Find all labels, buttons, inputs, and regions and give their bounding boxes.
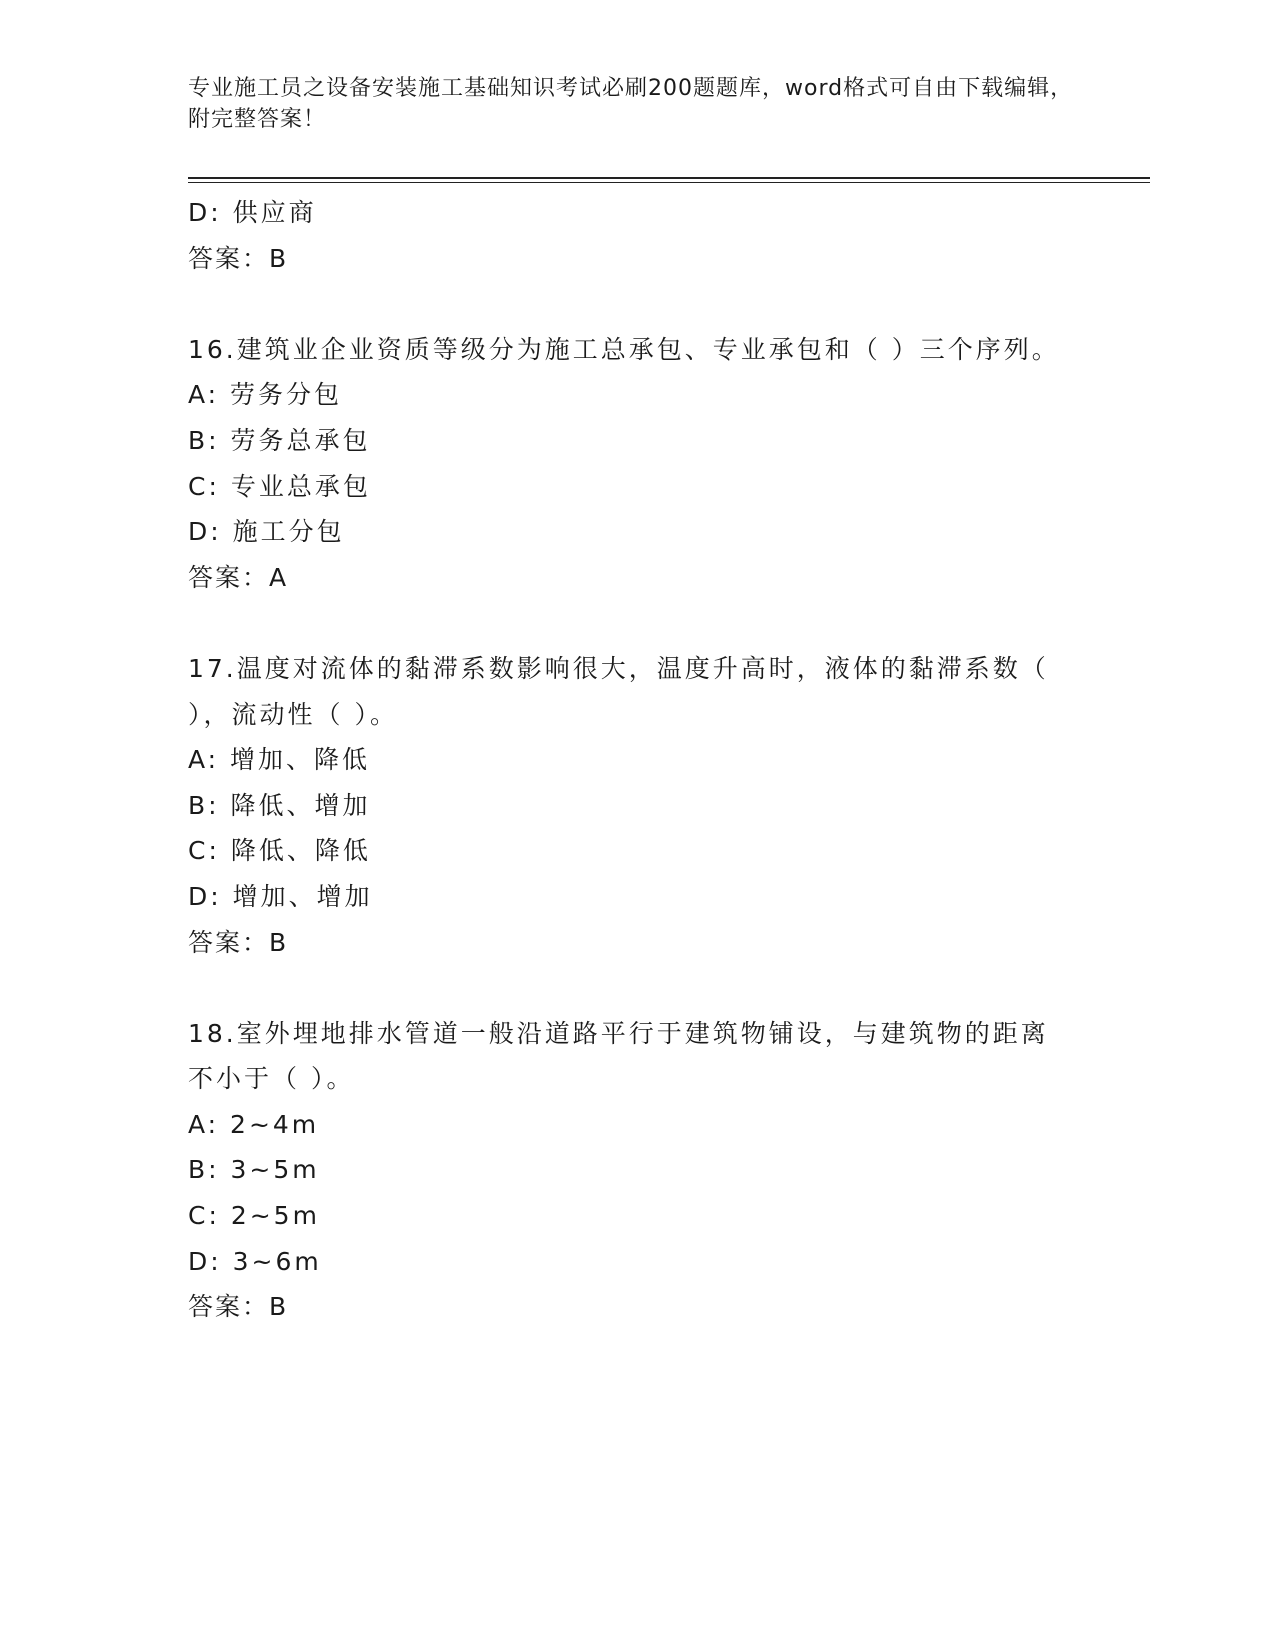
- question-text: 17.温度对流体的黏滞系数影响很大，温度升高时，液体的黏滞系数（ ），流动性（ ）。: [188, 653, 1049, 729]
- question-block-prev: [188, 190, 1088, 281]
- question-block-16: [188, 327, 1088, 601]
- option-d: D: 施工分包: [188, 517, 345, 547]
- option-c: C: 专业总承包: [188, 471, 371, 501]
- answer-line: 答案：A: [188, 562, 289, 592]
- option-a: A: 增加、降低: [188, 745, 371, 775]
- option-d: D: 供应商: [188, 198, 317, 227]
- answer-line: 答案：B: [188, 243, 289, 273]
- option-b: B: 3~5m: [188, 1155, 320, 1185]
- spacer: [188, 600, 1088, 646]
- option-b: B: 劳务总承包: [188, 425, 371, 455]
- document-header-title: 专业施工员之设备安装施工基础知识考试必刷200题题库，word格式可自由下载编辑，附完整答案！: [188, 76, 1074, 132]
- header-divider-thin: [188, 182, 1150, 183]
- question-text: 16.建筑业企业资质等级分为施工总承包、专业承包和（ ）三个序列。: [188, 334, 1060, 364]
- question-list: [188, 190, 1088, 1330]
- option-a: A: 劳务分包: [188, 380, 343, 410]
- option-d: D: 3~6m: [188, 1246, 322, 1276]
- question-block-18: [188, 1011, 1088, 1330]
- option-c: C: 2~5m: [188, 1201, 320, 1231]
- answer-line: 答案：B: [188, 1292, 289, 1322]
- question-text: 18.室外埋地排水管道一般沿道路平行于建筑物铺设，与建筑物的距离不小于（ ）。: [188, 1018, 1049, 1094]
- option-c: C: 降低、降低: [188, 836, 371, 866]
- header-divider-thick: [188, 177, 1150, 179]
- question-block-17: [188, 646, 1088, 965]
- option-b: B: 降低、增加: [188, 790, 371, 820]
- option-a: A: 2~4m: [188, 1109, 320, 1139]
- spacer: [188, 965, 1088, 1011]
- spacer: [188, 281, 1088, 327]
- option-d: D: 增加、增加: [188, 881, 373, 911]
- answer-line: 答案：B: [188, 927, 289, 957]
